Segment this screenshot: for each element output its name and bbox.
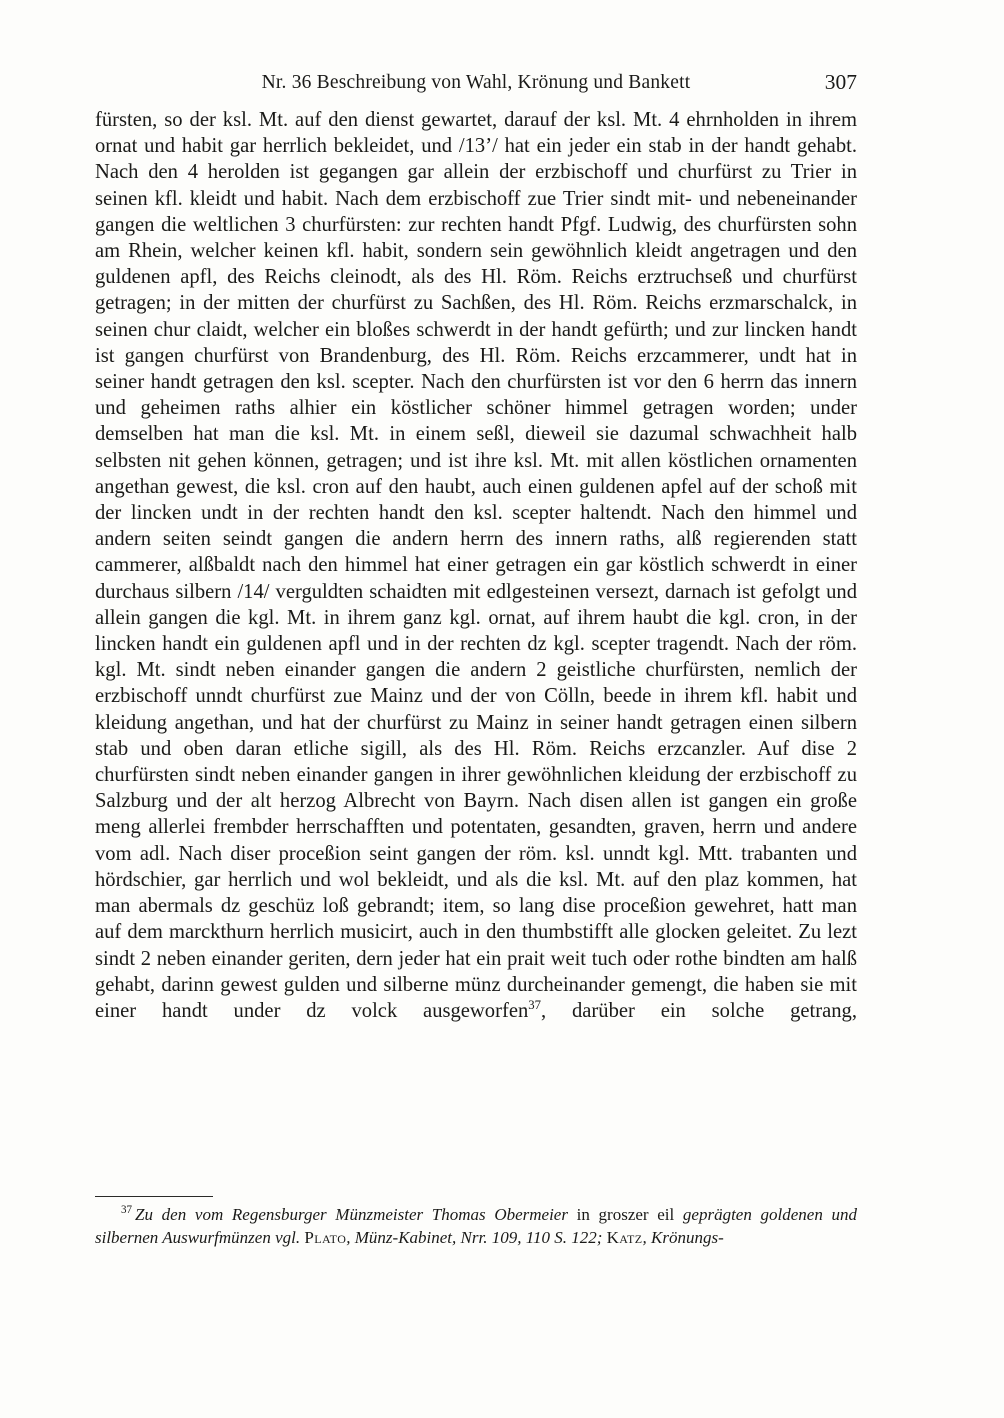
footnote-segment: geprägten goldenen und silbernen Auswurfmünzen vgl. <box>95 1205 857 1247</box>
footnote-segment: Zu den vom Regensburger Münzmeister Thomas Obermeier <box>135 1205 577 1224</box>
footnote-segment: , Krönungs- <box>642 1227 724 1247</box>
footnote <box>95 1204 857 1249</box>
running-header-title: Nr. 36 Beschreibung von Wahl, Krönung und Bankett <box>261 72 691 93</box>
running-head <box>95 72 857 98</box>
body-text-after-ref: , darüber ein solche getrang, <box>541 999 857 1022</box>
footnote-reference: 37 <box>528 998 542 1013</box>
body-paragraph <box>95 107 857 1024</box>
body-text-before-ref: fürsten, so der ksl. Mt. auf den dienst gewartet, darauf der ksl. Mt. 4 ehrnholden in ihrem ornat und habit gar herrlich bekleidet, und /13’/ hat ein jeder ein stab in der handt gehabt. Nach den 4 herolden ist gegangen gar allein der erzbischoff und churfürst zu Trier in seinen kfl. kleidt und habit. Nach dem erzbischoff zue Trier sindt mit- und nebeneinander gangen die weltlichen 3 churfürsten: zur rechten handt Pfgf. Ludwig, des churfürsten sohn am Rhein, welcher keinen kfl. habit, sondern sein gewöhnlich kleidt angetragen und den guldenen apfl, des Reichs cleinodt, als des Hl. Röm. Reichs erztruchseß und churfürst getragen; in der mitten der churfürst zu Sachßen, des Hl. Röm. Reichs erzmarschalck, in seinen chur claidt, welcher ein bloßes schwerdt in der handt gefürth; und zur lincken handt ist gangen churfürst von Brandenburg, des Hl. Röm. Reichs erzcammerer, undt hat in seiner handt getragen den ksl. scepter. Nach den churfürsten ist vor den 6 herrn das innern und geheimen raths alhier ein köstlicher schöner himmel getragen worden; under demselben hat man die ksl. Mt. in einem seßl, dieweil sie dazumal schwachheit halb selbsten nit gehen können, getragen; und ist ihre ksl. Mt. mit allen köstlichen ornamenten angethan gewest, die ksl. cron auf den haubt, auch einen guldenen apfel auf der schoß mit der lincken undt in der rechten handt den ksl. scepter haltendt. Nach den himmel und andern seiten seindt gangen die andern herrn des innern raths, alß regierenden statt cammerer, alßbaldt nach den himmel hat einer getragen ein gar köstlich schwerdt in einer durchaus silbern /14/ verguldten schaidten mit edlgesteinen versezt, darnach ist gefolgt und allein gangen die kgl. Mt. in ihrem ganz kgl. ornat, auf ihrem haubt die kgl. cron, in der lincken handt ein guldenen apfl und in der rechten dz kgl. scepter tragendt. Nach der röm. kgl. Mt. sindt neben einander gangen die andern 2 geistliche churfürsten, nemlich der erzbischoff unndt churfürst zue Mainz und der von Cölln, beede in ihrem kfl. habit und kleidung angethan, und hat der churfürst zu Mainz in seiner handt getragen einen silbern stab und oben daran etliche sigill, als des Hl. Röm. Reichs erzcanzler. Auf dise 2 churfürsten sindt neben einander gangen in ihrer gewöhnlichen kleidung der erzbischoff zu Salzburg und der alt herzog Albrecht von Bayrn. Nach disen allen ist gangen ein große meng allerlei frembder herrschafften und potentaten, gesandten, graven, herrn und andere vom adl. Nach diser proceßion seint gangen der röm. ksl. unndt kgl. Mtt. trabanten und hördschier, gar herrlich und wol bekleidt, und als die ksl. Mt. auf den plaz kommen, hat man abermals dz geschüz loß gebrandt; item, so lang dise proceßion gewehret, hatt man auf dem marckthurn herrlich musicirt, auch in den thumbstifft alle glocken geleitet. Zu lezt sindt 2 neben einander geriten, dern jeder hat ein prait weit tuch oder rothe bindten am halß gehabt, darinn gewest gulden und silberne münz durcheinander gemengt, die haben sie mit einer handt under dz volck ausgeworfen <box>95 109 857 1022</box>
footnote-author-name: Plato <box>304 1227 347 1247</box>
footnote-segment: in groszer eil <box>576 1205 683 1224</box>
footnote-segment: , Münz-Kabinet, Nrr. 109, 110 S. 122; <box>346 1227 607 1247</box>
footnote-author-name: Katz <box>606 1227 643 1247</box>
footnote-divider <box>95 1196 213 1197</box>
footnote-area <box>95 1196 857 1249</box>
footnote-marker: 37 <box>121 1204 133 1217</box>
page-number: 307 <box>824 70 857 94</box>
